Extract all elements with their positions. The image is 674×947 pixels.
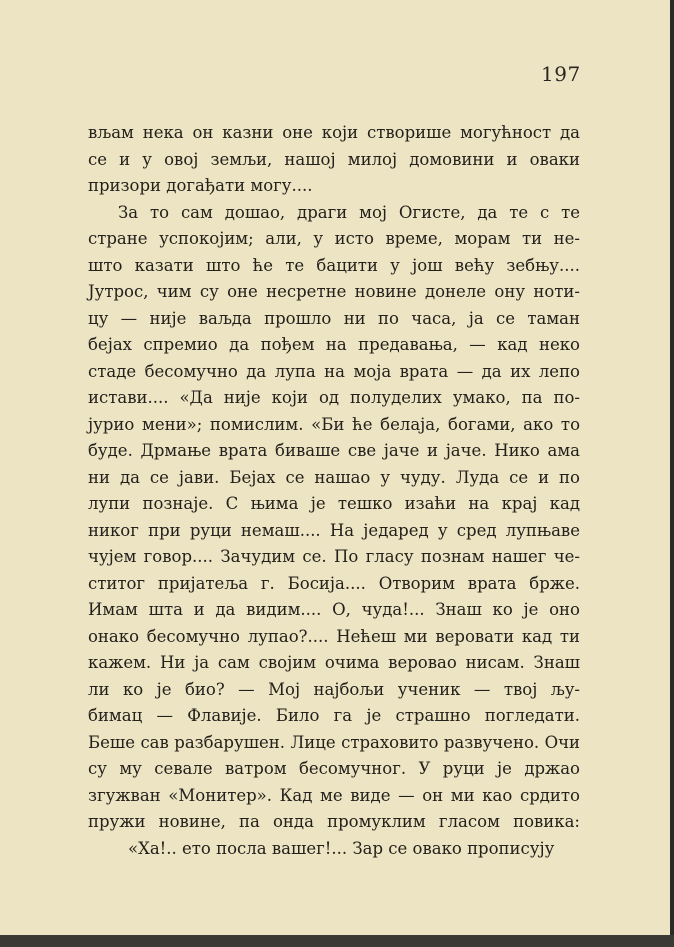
text-line: истави.... «Да није који од полуделих умако, па по- xyxy=(88,388,580,407)
text-line: никог при руци немаш.... На једаред у сред лупњаве xyxy=(88,520,580,540)
text-line: За то сам дошао, драги мој Огисте, да те с те xyxy=(118,202,580,222)
text-line: јурио мени»; помислим. «Би ће белаја, богами, ако то xyxy=(88,414,580,434)
text-line: су му севале ватром бесомучног. У руци је држао xyxy=(88,759,580,778)
body-text xyxy=(88,120,580,862)
scan-edge-right xyxy=(670,0,674,947)
text-line: ли ко је био? — Мој најбољи ученик — твој љу- xyxy=(88,679,580,699)
text-line: Имам шта и да видим.... О, чуда!... Знаш ко је оно xyxy=(88,600,580,619)
text-line: што казати што ће те бацити у још већу зебњу.... xyxy=(88,255,580,275)
text-line: згужван «Монитер». Кад ме виде — он ми као срдито xyxy=(88,785,580,805)
text-line: ни да се јави. Бејах се нашао у чуду. Луда се и по xyxy=(88,467,580,487)
page-number: 197 xyxy=(541,62,581,86)
text-line: призори догађати могу.... xyxy=(88,176,313,195)
text-line: буде. Дрмање врата биваше све јаче и јаче. Нико ама xyxy=(88,441,580,460)
text-line: бејах спремио да пођем на предавања, — кад неко xyxy=(88,335,580,354)
text-line: чујем говор.... Зачудим се. По гласу познам нашег че- xyxy=(88,547,580,566)
text-line: бимац — Флавије. Било га је страшно погледати. xyxy=(88,706,580,725)
text-line: онако бесомучно лупао?.... Нећеш ми веровати кад ти xyxy=(88,626,580,646)
text-line: Беше сав разбарушен. Лице страховито развучено. Очи xyxy=(88,732,580,752)
text-line: се и у овој земљи, нашој милој домовини и оваки xyxy=(88,149,580,169)
text-line: Јутрос, чим су оне несретне новине донеле ону ноти- xyxy=(88,282,580,301)
text-line: «Ха!.. ето посла вашег!... Зар се овако прописују xyxy=(128,838,555,858)
text-line: цу — није ваљда прошло ни по часа, ја се таман xyxy=(88,308,580,328)
text-line: пружи новине, па онда промуклим гласом повика: xyxy=(88,812,580,831)
text-line: вљам нека он казни оне који створише могућност да xyxy=(88,123,580,142)
text-line: ститог пријатеља г. Босија.... Отворим врата брже. xyxy=(88,573,580,593)
text-line: стране успокојим; али, у исто време, морам ти не- xyxy=(88,229,580,248)
text-line: кажем. Ни ја сам својим очима веровао нисам. Знаш xyxy=(88,653,580,672)
text-line: лупи познаје. С њима је тешко изаћи на крај кад xyxy=(88,494,580,513)
scan-edge-bottom xyxy=(0,935,674,947)
text-line: стаде бесомучно да лупа на моја врата — да их лепо xyxy=(88,361,580,381)
